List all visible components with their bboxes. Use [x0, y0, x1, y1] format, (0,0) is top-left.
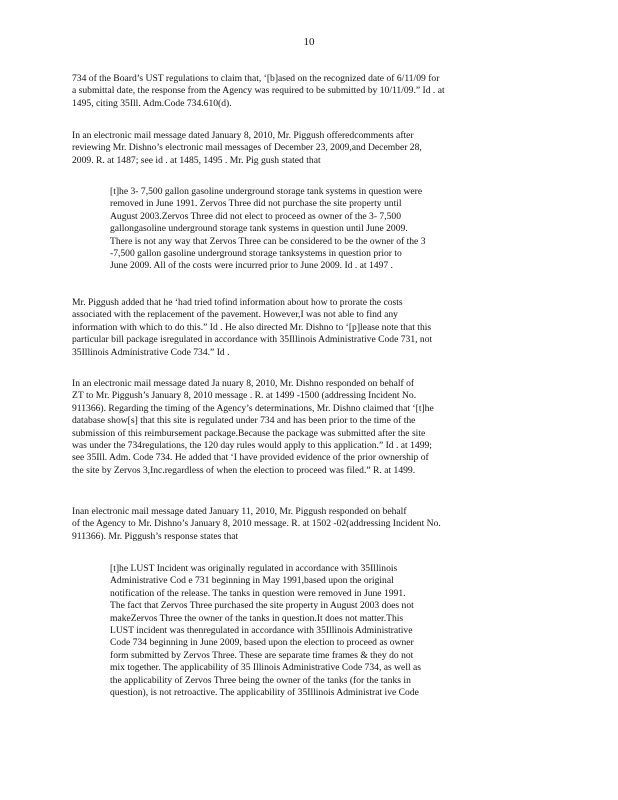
- text-line: 2009. R. at 1487; see id . at 1485, 1495 . Mr. Pig gush stated that: [72, 154, 321, 166]
- text-line: the applicability of Zervos Three being the owner of the tanks (for the tanks in: [110, 674, 411, 686]
- text-line: 1495, citing 35Ill. Adm.Code 734.610(d).: [72, 97, 232, 109]
- text-line: Inan electronic mail message dated January 11, 2010, Mr. Piggush responded on behalf: [72, 506, 407, 517]
- text-line: -7,500 gallon gasoline underground storage tanksystems in question prior to: [110, 248, 402, 260]
- text-line: a submittal date, the response from the Agency was required to be submitted by 10/11/09.” Id . at: [72, 85, 445, 97]
- text-line: question), is not retroactive. The applicability of 35Illinois Administrat ive Code: [110, 687, 419, 699]
- text-line: the site by Zervos 3,Inc.regardless of when the election to proceed was filed.” R. at 1499.: [72, 464, 416, 476]
- text-line: database show[s] that this site is regulated under 734 and has been prior to the time of the: [72, 415, 416, 427]
- page-number: 10: [303, 36, 315, 48]
- block-quote: [110, 563, 504, 699]
- text-line: 911366). Mr. Piggush’s response states that: [72, 530, 239, 542]
- text-line: particular bill package isregulated in accordance with 35Illinois Administrative Code 731, not: [72, 334, 433, 346]
- text-line: 35Illinois Administrative Code 734.” Id .: [72, 346, 230, 358]
- text-line: Code 734 beginning in June 2009, based upon the election to proceed as owner: [110, 637, 414, 649]
- text-line: makeZervos Three the owner of the tanks in question.It does not matter.This: [110, 612, 404, 624]
- text-line: In an electronic mail message dated Ja nuary 8, 2010, Mr. Dishno responded on behalf of: [72, 378, 415, 389]
- text-line: [t]he 3- 7,500 gallon gasoline underground storage tank systems in question were: [110, 186, 423, 197]
- text-line: gallongasoline underground storage tank systems in question until June 2009.: [110, 223, 408, 235]
- body-paragraph: [72, 506, 542, 543]
- text-line: The fact that Zervos Three purchased the site property in August 2003 does not: [110, 600, 414, 612]
- text-line: June 2009. All of the costs were incurred prior to June 2009. Id . at 1497 .: [110, 260, 393, 272]
- text-line: of the Agency to Mr. Dishno’s January 8, 2010 message. R. at 1502 -02(addressing Incident No.: [72, 518, 441, 530]
- text-line: removed in June 1991. Zervos Three did not purchase the site property until: [110, 198, 402, 210]
- body-paragraph: [72, 297, 542, 359]
- text-line: submission of this reimbursement package.Because the package was submitted after the site: [72, 427, 426, 439]
- block-quote: [110, 186, 504, 273]
- body-paragraph: [72, 130, 542, 167]
- text-line: form submitted by Zervos Three. These are separate time frames & they do not: [110, 649, 414, 661]
- text-line: Mr. Piggush added that he ‘had tried tofind information about how to prorate the costs: [72, 297, 403, 308]
- text-line: associated with the replacement of the pavement. However,I was not able to find any: [72, 309, 398, 321]
- text-line: [t]he LUST Incident was originally regulated in accordance with 35Illinois: [110, 563, 398, 574]
- text-line: LUST incident was thenregulated in accordance with 35Illinois Administrative: [110, 625, 413, 637]
- text-line: was under the 734regulations, the 120 day rules would apply to this application.” Id . at 1499;: [72, 440, 432, 452]
- text-line: 911366). Regarding the timing of the Agency’s determinations, Mr. Dishno claimed that ‘[t]he: [72, 402, 434, 414]
- text-line: Administrative Cod e 731 beginning in May 1991,based upon the original: [110, 575, 394, 587]
- body-paragraph: [72, 73, 542, 110]
- text-line: In an electronic mail message dated January 8, 2010, Mr. Piggush offeredcomments after: [72, 130, 414, 141]
- body-paragraph: [72, 378, 542, 477]
- text-line: see 35Ill. Adm. Code 734. He added that ‘I have provided evidence of the prior ownership of: [72, 452, 429, 464]
- text-line: There is not any way that Zervos Three can be considered to be the owner of the 3: [110, 235, 426, 247]
- text-line: information with which to do this.” Id . He also directed Mr. Dishno to ‘[p]lease note that this: [72, 321, 432, 333]
- text-line: August 2003.Zervos Three did not elect to proceed as owner of the 3- 7,500: [110, 210, 402, 222]
- text-line: reviewing Mr. Dishno’s electronic mail messages of December 23, 2009,and December 28,: [72, 142, 422, 154]
- text-line: 734 of the Board’s UST regulations to claim that, ‘[b]ased on the recognized date of 6/11/09 for: [72, 73, 440, 84]
- text-line: notification of the release. The tanks in question were removed in June 1991.: [110, 587, 406, 599]
- text-line: mix together. The applicability of 35 Illinois Administrative Code 734, as well as: [110, 662, 422, 674]
- text-line: ZT to Mr. Piggush’s January 8, 2010 message . R. at 1499 -1500 (addressing Incident No.: [72, 390, 417, 402]
